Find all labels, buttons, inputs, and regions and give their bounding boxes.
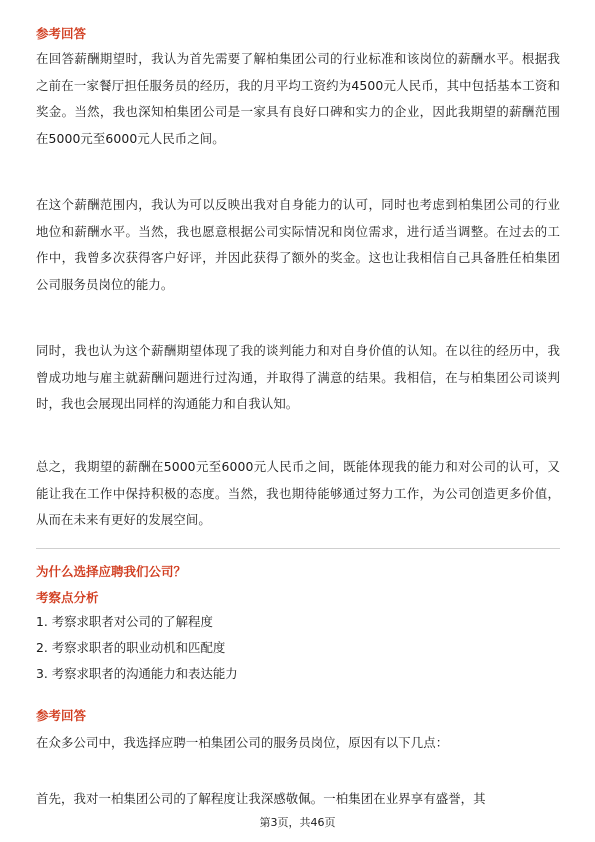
answer2-paragraph-1: 在众多公司中，我选择应聘一柏集团公司的服务员岗位，原因有以下几点： bbox=[36, 735, 449, 750]
answer-label-2: 参考回答 bbox=[36, 708, 87, 723]
answer-paragraph-4: 总之，我期望的薪酬在5000元至6000元人民币之间，既能体现我的能力和对公司的认可，又能让我在工作中保持积极的态度。当然，我也期待能够通过努力工作，为公司创造更多价值，从而在未来有更好的发展空间。 bbox=[36, 459, 560, 527]
answer2-paragraph-2: 首先，我对一柏集团公司的了解程度让我深感敬佩。一柏集团在业界享有盛誉，其 bbox=[36, 791, 486, 806]
analysis-point: 3. 考察求职者的沟通能力和表达能力 bbox=[36, 666, 238, 681]
analysis-points bbox=[36, 609, 238, 687]
section-divider bbox=[36, 548, 560, 549]
question-title: 为什么选择应聘我们公司？ bbox=[36, 564, 187, 579]
analysis-point: 2. 考察求职者的职业动机和匹配度 bbox=[36, 640, 226, 655]
answer-paragraph-2: 在这个薪酬范围内，我认为可以反映出我对自身能力的认可，同时也考虑到柏集团公司的行业地位和薪酬水平。当然，我也愿意根据公司实际情况和岗位需求，进行适当调整。在过去的工作中，我曾多次获得客户好评，并因此获得了额外的奖金。这也让我相信自己具备胜任柏集团公司服务员岗位的能力。 bbox=[36, 197, 560, 292]
answer-label: 参考回答 bbox=[36, 26, 87, 41]
answer-paragraph-1: 在回答薪酬期望时，我认为首先需要了解柏集团公司的行业标准和该岗位的薪酬水平。根据我之前在一家餐厅担任服务员的经历，我的月平均工资约为4500元人民币，其中包括基本工资和奖金。当然，我也深知柏集团公司是一家具有良好口碑和实力的企业，因此我期望的薪酬范围在5000元至6000元人民币之间。 bbox=[36, 51, 560, 146]
analysis-point: 1. 考察求职者对公司的了解程度 bbox=[36, 614, 213, 629]
page-number: 第3页，共46页 bbox=[259, 816, 336, 829]
analysis-label: 考察点分析 bbox=[36, 590, 99, 605]
answer-paragraph-3: 同时，我也认为这个薪酬期望体现了我的谈判能力和对自身价值的认知。在以往的经历中，我曾成功地与雇主就薪酬问题进行过沟通，并取得了满意的结果。我相信，在与柏集团公司谈判时，我也会展现出同样的沟通能力和自我认知。 bbox=[36, 343, 560, 411]
